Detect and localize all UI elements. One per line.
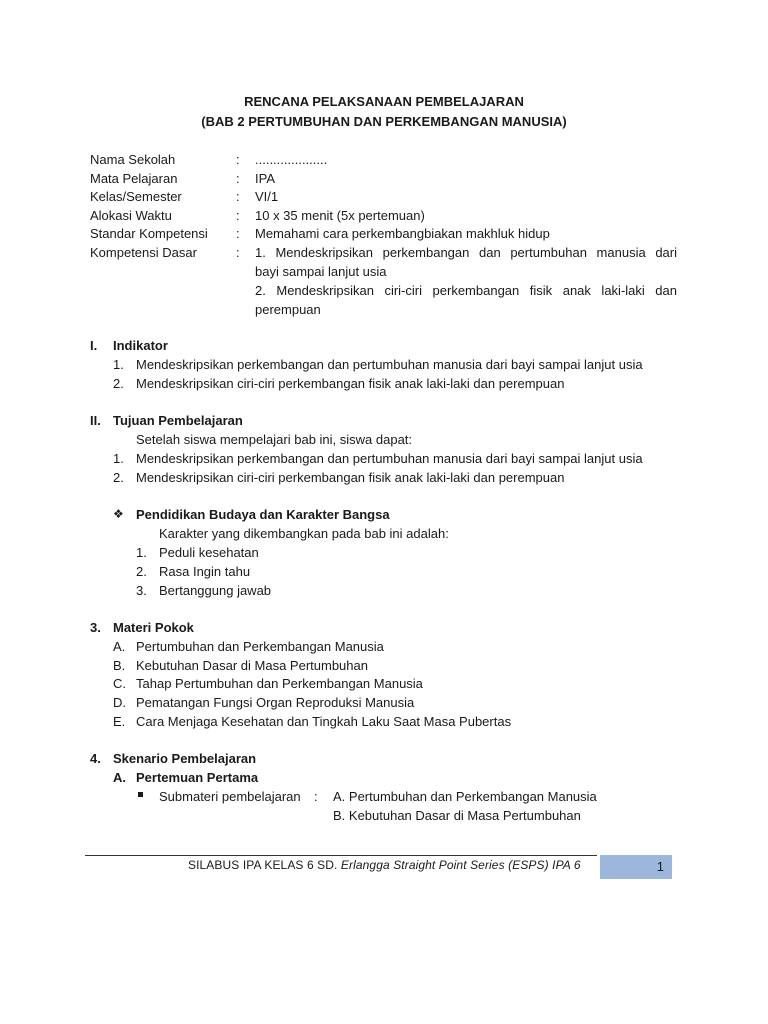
section-intro: Setelah siswa mempelajari bab ini, siswa dapat: [136,432,413,447]
submateri-label: Submateri pembelajaran [159,789,301,804]
section-number: 3. [90,620,101,635]
section-heading: Skenario Pembelajaran [113,751,257,766]
subsection-heading: Pertemuan Pertama [136,770,259,785]
info-label-mata-pelajaran: Mata Pelajaran [90,171,178,186]
info-label-kompetensi-dasar: Kompetensi Dasar [90,245,197,260]
list-number: 1. [136,545,147,560]
info-colon: : [236,152,240,167]
info-label-nama-sekolah: Nama Sekolah [90,152,176,167]
list-item: Mendeskripsikan perkembangan dan pertumbuhan manusia dari bayi sampai lanjut usia [136,357,643,372]
info-colon: : [236,226,240,241]
list-item: Pertumbuhan dan Perkembangan Manusia [136,639,384,654]
footer-text-italic: Erlangga Straight Point Series (ESPS) IPA 6 [340,858,581,872]
section-number: 4. [90,751,101,766]
kd-line-1-cont: bayi sampai lanjut usia [255,264,387,279]
list-item: Mendeskripsikan ciri-ciri perkembangan fisik anak laki-laki dan perempuan [136,470,565,485]
list-number: 1. [113,357,124,372]
section-heading: Tujuan Pembelajaran [113,413,243,428]
section-heading: Materi Pokok [113,620,194,635]
list-item: Bertanggung jawab [159,583,272,598]
list-letter: D. [113,695,126,710]
diamond-bullet-icon: ❖ [113,507,124,521]
section-heading: Indikator [113,338,168,353]
list-item: Rasa Ingin tahu [159,564,251,579]
list-number: 2. [136,564,147,579]
info-label-kelas-semester: Kelas/Semester [90,189,182,204]
title-line-1: RENCANA PELAKSANAAN PEMBELAJARAN [244,94,524,109]
kd-line-1: 1. Mendeskripsikan perkembangan dan pertumbuhan manusia dari [255,245,677,260]
info-label-standar-kompetensi: Standar Kompetensi [90,226,208,241]
info-value-kelas-semester: VI/1 [255,189,279,204]
list-item: Kebutuhan Dasar di Masa Pertumbuhan [136,658,368,673]
info-value-standar-kompetensi: Memahami cara perkembangbiakan makhluk hidup [255,226,550,241]
info-colon: : [236,245,240,260]
list-letter: C. [113,676,126,691]
section-number: II. [90,413,101,428]
footer-text [188,858,581,872]
info-value-alokasi-waktu: 10 x 35 menit (5x pertemuan) [255,208,425,223]
subsection-letter: A. [113,770,126,785]
title-line-2: (BAB 2 PERTUMBUHAN DAN PERKEMBANGAN MANUSIA) [201,114,567,129]
list-item: Mendeskripsikan perkembangan dan pertumbuhan manusia dari bayi sampai lanjut usia [136,451,643,466]
info-colon: : [236,208,240,223]
footer-text-plain: SILABUS IPA KELAS 6 SD. [188,858,341,872]
list-item: Peduli kesehatan [159,545,259,560]
info-colon: : [236,189,240,204]
info-colon: : [236,171,240,186]
list-letter: E. [113,714,126,729]
section-heading: Pendidikan Budaya dan Karakter Bangsa [136,507,390,522]
info-label-alokasi-waktu: Alokasi Waktu [90,208,172,223]
document-title [0,92,768,132]
info-value-nama-sekolah: .................... [255,152,328,167]
page-number-box [600,855,672,879]
section-intro: Karakter yang dikembangkan pada bab ini adalah: [159,526,449,541]
list-item: Tahap Pertumbuhan dan Perkembangan Manusia [136,676,423,691]
list-number: 3. [136,583,147,598]
list-letter: B. [113,658,126,673]
list-number: 1. [113,451,124,466]
list-number: 2. [113,376,124,391]
submateri-item: B. Kebutuhan Dasar di Masa Pertumbuhan [333,808,581,823]
page-number: 1 [656,859,664,874]
footer-rule [85,855,597,856]
submateri-item: A. Pertumbuhan dan Perkembangan Manusia [333,789,597,804]
kd-line-2: 2. Mendeskripsikan ciri-ciri perkembangan fisik anak laki-laki dan [255,283,677,298]
list-item: Pematangan Fungsi Organ Reproduksi Manusia [136,695,415,710]
kd-line-2-cont: perempuan [255,302,321,317]
info-value-mata-pelajaran: IPA [255,171,275,186]
section-number: I. [90,338,98,353]
list-item: Cara Menjaga Kesehatan dan Tingkah Laku Saat Masa Pubertas [136,714,512,729]
list-item: Mendeskripsikan ciri-ciri perkembangan fisik anak laki-laki dan perempuan [136,376,565,391]
square-bullet-icon [138,792,143,797]
list-number: 2. [113,470,124,485]
list-letter: A. [113,639,126,654]
submateri-colon: : [314,789,318,804]
